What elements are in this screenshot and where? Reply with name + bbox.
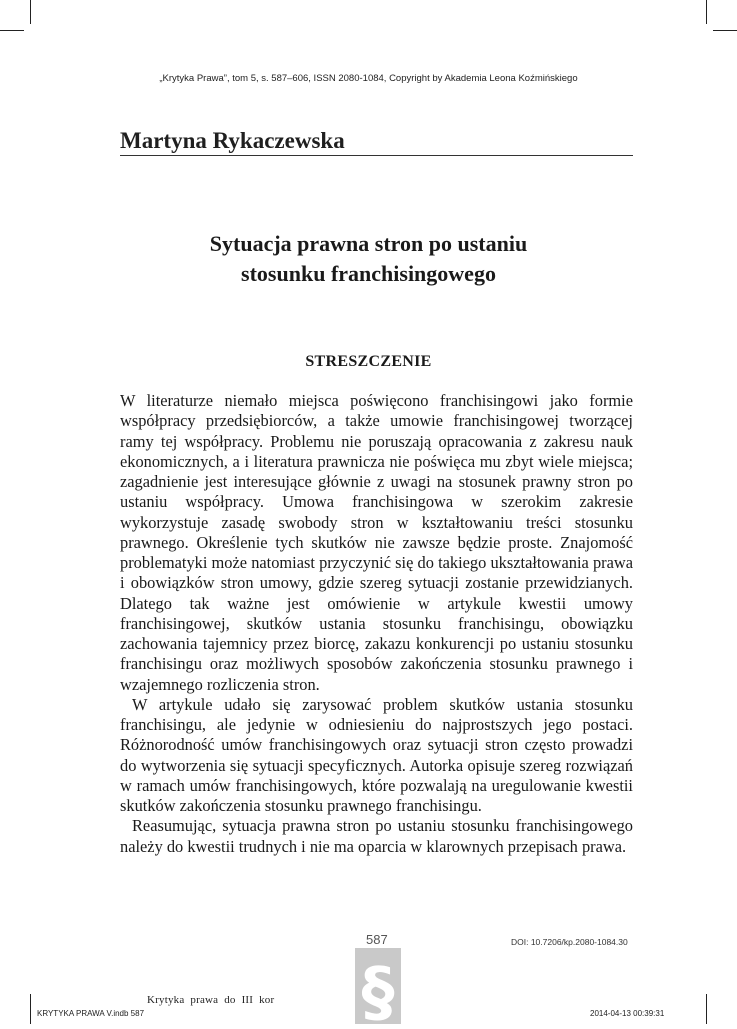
crop-mark-top-right-v — [706, 0, 707, 24]
section-sign-icon — [355, 948, 401, 1024]
footer-title: Krytyka prawa do III kor — [147, 994, 275, 1006]
svg-text:§: § — [361, 953, 395, 1024]
crop-mark-bottom-right-v — [706, 994, 707, 1024]
print-slug-file: KRYTYKA PRAWA V.indb 587 — [37, 1009, 145, 1018]
author-name: Martyna Rykaczewska — [120, 128, 345, 153]
author-divider — [120, 155, 633, 156]
abstract-paragraph-1: W literaturze niemało miejsca poświęcono franchisingowi jako formie współpracy przedsiębiorców, a także umowie franchisingowej tworzącej ramy tej współpracy. Problemu nie poruszają opracowania z zakresu nauk ekonomicznych, a i literatura prawnicza nie poświęca mu zbyt wiele miejsca; zagadnienie jest interesujące głównie z uwagi na stosunek prawny stron po ustaniu współpracy. Umowa franchisingowa w szerokim zakresie wykorzystuje zasadę swobody stron w kształtowaniu treści stosunku prawnego. Określenie tych skutków nie zawsze będzie proste. Znajomość problematyki może natomiast przyczynić się do takiego ukształtowania prawa i obowiązków stron umowy, gdzie szereg sytuacji zostanie przewidzianych. Dlatego tak ważne jest omówienie w artykule kwestii umowy franchisingowej, skutków ustania stosunku franchisingu, obowiązku zachowania tajemnicy przez biorcę, zakazu konkurencji po ustaniu stosunku franchisingu oraz możliwych sposobów zakończenia stosunku prawnego i wzajemnego rozliczenia stron. — [120, 391, 633, 694]
abstract-body — [120, 391, 633, 857]
section-heading: STRESZCZENIE — [305, 353, 432, 370]
doi-label: DOI: 10.7206/kp.2080-1084.30 — [511, 937, 628, 947]
crop-mark-top-left-v — [30, 0, 31, 24]
crop-mark-top-left-h — [0, 30, 24, 31]
page-number: 587 — [366, 932, 388, 947]
article-title — [0, 229, 737, 289]
article-title-line-1: Sytuacja prawna stron po ustaniu — [209, 231, 528, 256]
abstract-paragraph-2: W artykule udało się zarysować problem skutków ustania stosunku franchisingu, ale jedynie w odniesieniu do najprostszych jego postaci. Różnorodność umów franchisingowych oraz sytuacji stron często prowadzi do wytworzenia się sytuacji specyficznych. Autorka opisuje szereg rozwiązań w ramach umów franchisingowych, które pozwalają na uregulowanie kwestii skutków zakończenia stosunku prawnego franchisingu. — [120, 694, 633, 815]
crop-mark-bottom-left-v — [30, 994, 31, 1024]
running-head: „Krytyka Prawa”, tom 5, s. 587–606, ISSN 2080-1084, Copyright by Akademia Leona Koźmińskiego — [159, 73, 578, 84]
crop-mark-top-right-h — [713, 30, 737, 31]
abstract-paragraph-3: Reasumując, sytuacja prawna stron po ustaniu stosunku franchisingowego należy do kwestii trudnych i nie ma oparcia w klarownych przepisach prawa. — [120, 816, 633, 856]
article-title-line-2: stosunku franchisingowego — [241, 261, 496, 286]
print-slug-timestamp: 2014-04-13 00:39:31 — [590, 1009, 665, 1018]
